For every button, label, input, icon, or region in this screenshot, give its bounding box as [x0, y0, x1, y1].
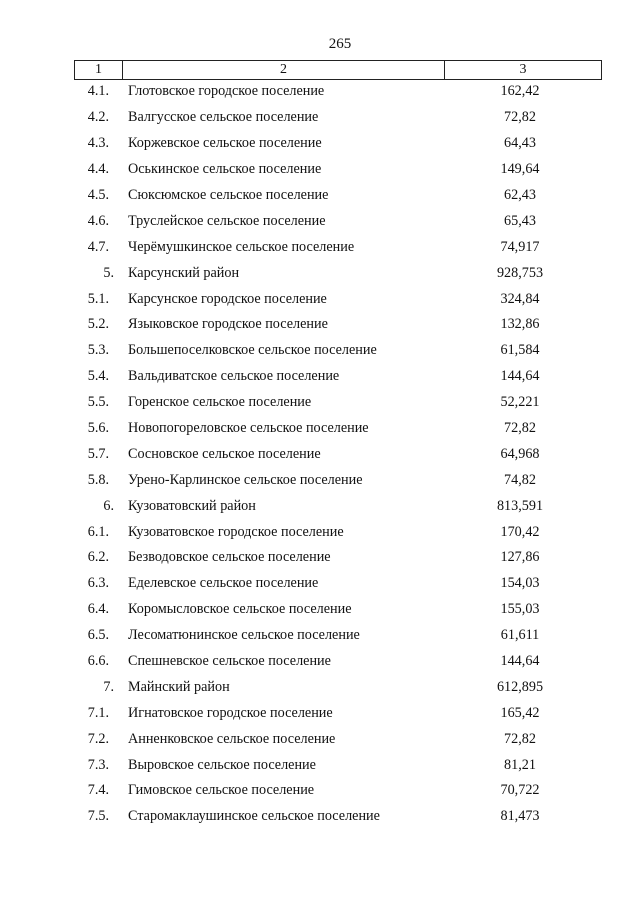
table-row — [74, 804, 602, 830]
table-row — [74, 390, 602, 416]
row-number: 7.5. — [87, 808, 109, 825]
row-value: 74,82 — [504, 471, 536, 488]
row-name: Труслейское сельское поселение — [128, 212, 326, 229]
row-number: 6.5. — [87, 627, 109, 644]
row-value: 81,473 — [500, 808, 540, 825]
row-name: Анненковское сельское поселение — [128, 730, 336, 747]
table-row — [74, 131, 602, 157]
table-row — [74, 441, 602, 467]
row-value: 72,82 — [504, 420, 536, 437]
row-name: Безводовское сельское поселение — [128, 549, 331, 566]
row-value: 162,42 — [500, 83, 540, 100]
row-number: 4.3. — [87, 135, 109, 152]
row-number: 6.1. — [87, 523, 109, 540]
row-value: 65,43 — [504, 212, 536, 229]
row-value: 928,753 — [496, 264, 544, 281]
table-row — [74, 416, 602, 442]
row-value: 74,917 — [500, 238, 540, 255]
row-number: 5.2. — [87, 316, 109, 333]
row-number: 7. — [103, 678, 114, 695]
row-name: Карсунский район — [128, 264, 240, 281]
row-value: 144,64 — [500, 653, 540, 670]
row-name: Сюксюмское сельское поселение — [128, 187, 329, 203]
row-value: 70,722 — [500, 782, 540, 799]
table-row — [74, 364, 602, 390]
row-name: Кузоватовское городское поселение — [128, 523, 344, 540]
table-row — [74, 752, 602, 778]
table-row — [74, 183, 602, 209]
row-number: 6.3. — [87, 575, 109, 592]
row-name: Большепоселковское сельское поселение — [128, 342, 377, 359]
row-value: 52,221 — [500, 394, 540, 411]
row-number: 5.5. — [87, 394, 109, 411]
row-number: 4.2. — [87, 109, 109, 126]
row-name: Глотовское городское поселение — [128, 83, 325, 100]
row-number: 5.7. — [87, 445, 109, 462]
row-name: Кузоватовский район — [128, 497, 256, 514]
row-name: Валгусское сельское поселение — [128, 109, 319, 126]
row-name: Черёмушкинское сельское поселение — [128, 238, 355, 255]
row-number: 6.2. — [87, 549, 109, 566]
table-row — [74, 234, 602, 260]
table-row — [74, 597, 602, 623]
row-value: 64,968 — [500, 445, 540, 462]
row-value: 61,611 — [500, 627, 540, 644]
table-row — [74, 338, 602, 364]
column-header-table — [74, 60, 602, 80]
row-name: Еделевское сельское поселение — [128, 575, 319, 592]
row-number: 4.5. — [87, 187, 109, 203]
row-value: 154,03 — [500, 575, 540, 592]
row-number: 6.4. — [87, 601, 109, 618]
table-row — [74, 700, 602, 726]
table-row — [74, 105, 602, 131]
row-name: Урено-Карлинское сельское поселение — [128, 471, 363, 488]
row-value: 127,86 — [500, 549, 540, 566]
row-value: 72,82 — [504, 730, 536, 747]
column-header-1: 1 — [75, 61, 123, 80]
table-row — [74, 286, 602, 312]
table-row — [74, 571, 602, 597]
table-row — [74, 157, 602, 183]
table-row — [74, 649, 602, 675]
row-name: Лесоматюнинское сельское поселение — [128, 627, 360, 644]
table-row — [74, 312, 602, 338]
row-name: Майнский район — [128, 678, 230, 695]
row-value: 155,03 — [500, 601, 540, 618]
row-name: Спешневское сельское поселение — [128, 653, 331, 670]
table-body — [74, 79, 602, 830]
table-row — [74, 623, 602, 649]
row-name: Коржевское сельское поселение — [128, 135, 322, 152]
row-value: 81,21 — [504, 756, 536, 773]
row-number: 5.3. — [87, 342, 109, 359]
row-number: 5.8. — [87, 471, 109, 488]
row-name: Оськинское сельское поселение — [128, 161, 322, 178]
table-row — [74, 467, 602, 493]
row-number: 4.6. — [87, 212, 109, 229]
row-value: 170,42 — [500, 523, 540, 540]
row-number: 5. — [103, 264, 114, 281]
table-row — [74, 778, 602, 804]
row-value: 61,584 — [500, 342, 540, 359]
row-name: Горенское сельское поселение — [128, 394, 312, 411]
table-row — [74, 79, 602, 105]
row-number: 7.1. — [87, 704, 109, 721]
row-value: 165,42 — [500, 704, 540, 721]
district-row — [74, 493, 602, 519]
row-name: Коромысловское сельское поселение — [128, 601, 352, 618]
row-value: 612,895 — [496, 678, 544, 695]
row-name: Новопогореловское сельское поселение — [128, 420, 369, 437]
row-number: 7.4. — [87, 782, 109, 799]
row-number: 5.6. — [87, 420, 109, 437]
table-row — [74, 519, 602, 545]
row-number: 4.1. — [87, 83, 109, 100]
page-number: 265 — [328, 36, 352, 52]
row-number: 4.4. — [87, 161, 109, 178]
row-name: Языковское городское поселение — [128, 316, 328, 333]
row-name: Карсунское городское поселение — [128, 290, 327, 307]
row-number: 7.3. — [87, 756, 109, 773]
table-row — [74, 208, 602, 234]
row-name: Игнатовское городское поселение — [128, 704, 333, 721]
row-name: Гимовское сельское поселение — [128, 782, 315, 799]
row-name: Старомаклаушинское сельское поселение — [128, 808, 380, 825]
column-header-3: 3 — [445, 61, 602, 80]
row-value: 62,43 — [504, 187, 536, 203]
column-header-2: 2 — [123, 61, 445, 80]
table-row — [74, 545, 602, 571]
row-name: Сосновское сельское поселение — [128, 445, 321, 462]
row-value: 144,64 — [500, 368, 540, 385]
row-value: 324,84 — [500, 290, 540, 307]
table-row — [74, 726, 602, 752]
district-row — [74, 674, 602, 700]
row-value: 813,591 — [496, 497, 544, 514]
row-number: 7.2. — [87, 730, 109, 747]
row-value: 132,86 — [500, 316, 540, 333]
row-value: 64,43 — [504, 135, 536, 152]
row-name: Выровское сельское поселение — [128, 756, 316, 773]
row-number: 6.6. — [87, 653, 109, 670]
row-number: 4.7. — [87, 238, 109, 255]
row-value: 149,64 — [500, 161, 540, 178]
row-number: 6. — [103, 497, 114, 514]
row-number: 5.1. — [87, 290, 109, 307]
district-row — [74, 260, 602, 286]
row-value: 72,82 — [504, 109, 536, 126]
row-name: Вальдиватское сельское поселение — [128, 368, 340, 385]
column-header-row — [75, 61, 602, 80]
row-number: 5.4. — [87, 368, 109, 385]
